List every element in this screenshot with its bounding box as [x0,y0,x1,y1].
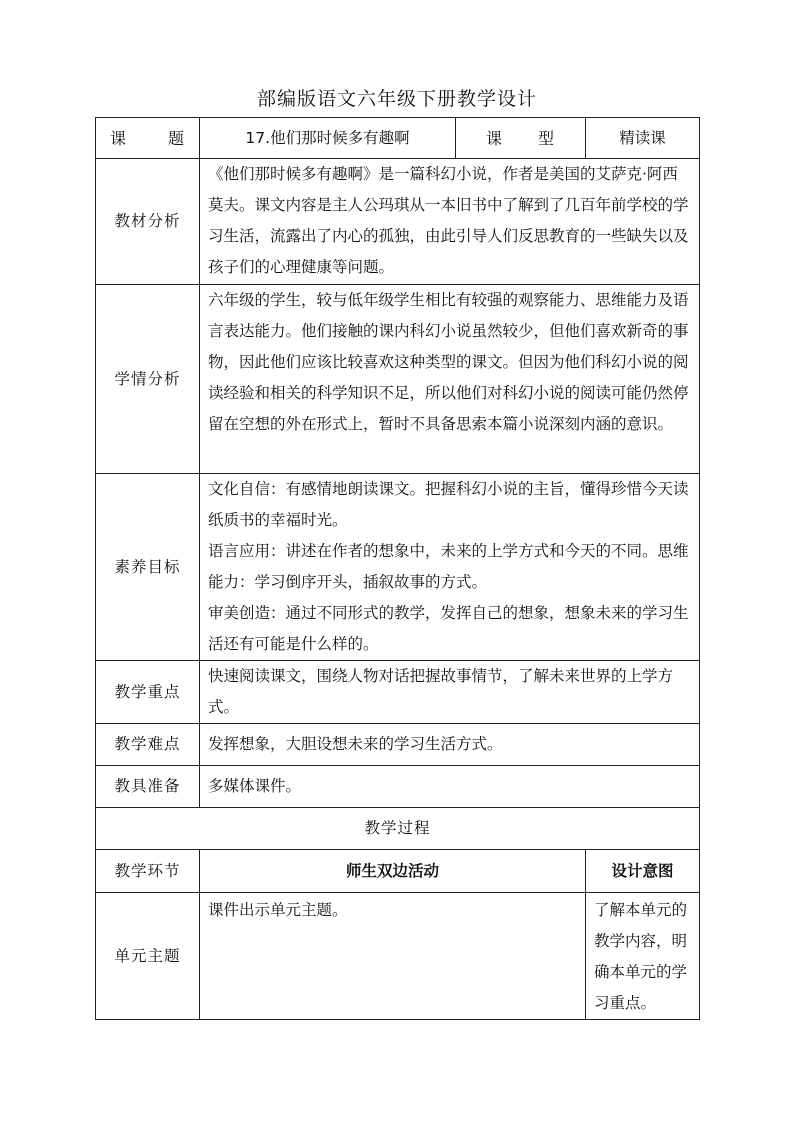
type-value: 精读课 [586,118,700,159]
literacy-goals-label: 素养目标 [96,474,200,661]
difficulties-label: 教学难点 [96,724,200,766]
goal-culture: 文化自信：有感情地朗读课文。把握科幻小说的主旨，懂得珍惜今天读纸质书的幸福时光。 [208,480,689,529]
material-analysis-row [96,159,700,285]
topic-value: 17.他们那时候多有趣啊 [200,118,456,159]
key-points-text: 快速阅读课文，围绕人物对话把握故事情节，了解未来世界的上学方式。 [200,661,700,724]
document-title: 部编版语文六年级下册教学设计 [256,88,537,110]
type-label-char1: 课 [486,128,504,148]
teaching-tools-label: 教具准备 [96,766,200,808]
literacy-goals-content [200,474,700,661]
material-analysis-text: 《他们那时候多有趣啊》是一篇科幻小说，作者是美国的艾萨克·阿西莫夫。课文内容是主人公玛琪从一本旧书中了解到了几百年前学校的学习生活，流露出了内心的孤独，由此引导人们反思教育的一些缺失以及孩子们的心理健康等问题。 [200,159,700,285]
difficulties-text: 发挥想象，大胆设想未来的学习生活方式。 [200,724,700,766]
unit-theme-label: 单元主题 [96,893,200,1020]
topic-label-cell [96,118,200,159]
type-label-char2: 型 [537,128,555,148]
process-title: 教学过程 [96,808,700,850]
topic-row [96,118,700,159]
unit-theme-row [96,893,700,1020]
student-analysis-row [96,285,700,474]
process-table [95,849,700,1020]
topic-label-char2: 题 [167,128,185,148]
teaching-tools-text: 多媒体课件。 [200,766,700,808]
student-analysis-text: 六年级的学生，较与低年级学生相比有较强的观察能力、思维能力及语言表达能力。他们接触的课内科幻小说虽然较少，但他们喜欢新奇的事物，因此他们应该比较喜欢这种类型的课文。但因为他们科幻小说的阅读经验和相关的科学知识不足，所以他们对科幻小说的阅读可能仍然停留在空想的外在形式上，暂时不具备思索本篇小说深刻内涵的意识。 [200,285,700,474]
col-stage-header: 教学环节 [96,850,200,893]
key-points-row [96,661,700,724]
teaching-tools-row [96,766,700,808]
material-analysis-label: 教材分析 [96,159,200,285]
literacy-goals-row [96,474,700,661]
unit-theme-intent: 了解本单元的教学内容，明确本单元的学习重点。 [586,893,700,1020]
col-intent-header: 设计意图 [586,850,700,893]
process-header-row [96,850,700,893]
topic-label-char1: 课 [110,128,128,148]
difficulties-row [96,724,700,766]
student-analysis-label: 学情分析 [96,285,200,474]
type-label-cell [456,118,586,159]
col-activity-header: 师生双边活动 [200,850,586,893]
unit-theme-activity: 课件出示单元主题。 [200,893,586,1020]
goal-language-thinking: 语言应用：讲述在作者的想象中，未来的上学方式和今天的不同。思维能力：学习倒序开头，插叙故事的方式。 [208,542,689,591]
goal-aesthetic: 审美创造：通过不同形式的教学，发挥自己的想象，想象未来的学习生活还有可能是什么样的。 [208,604,689,653]
key-points-label: 教学重点 [96,661,200,724]
lesson-plan-table [95,117,700,850]
process-title-row [96,808,700,850]
